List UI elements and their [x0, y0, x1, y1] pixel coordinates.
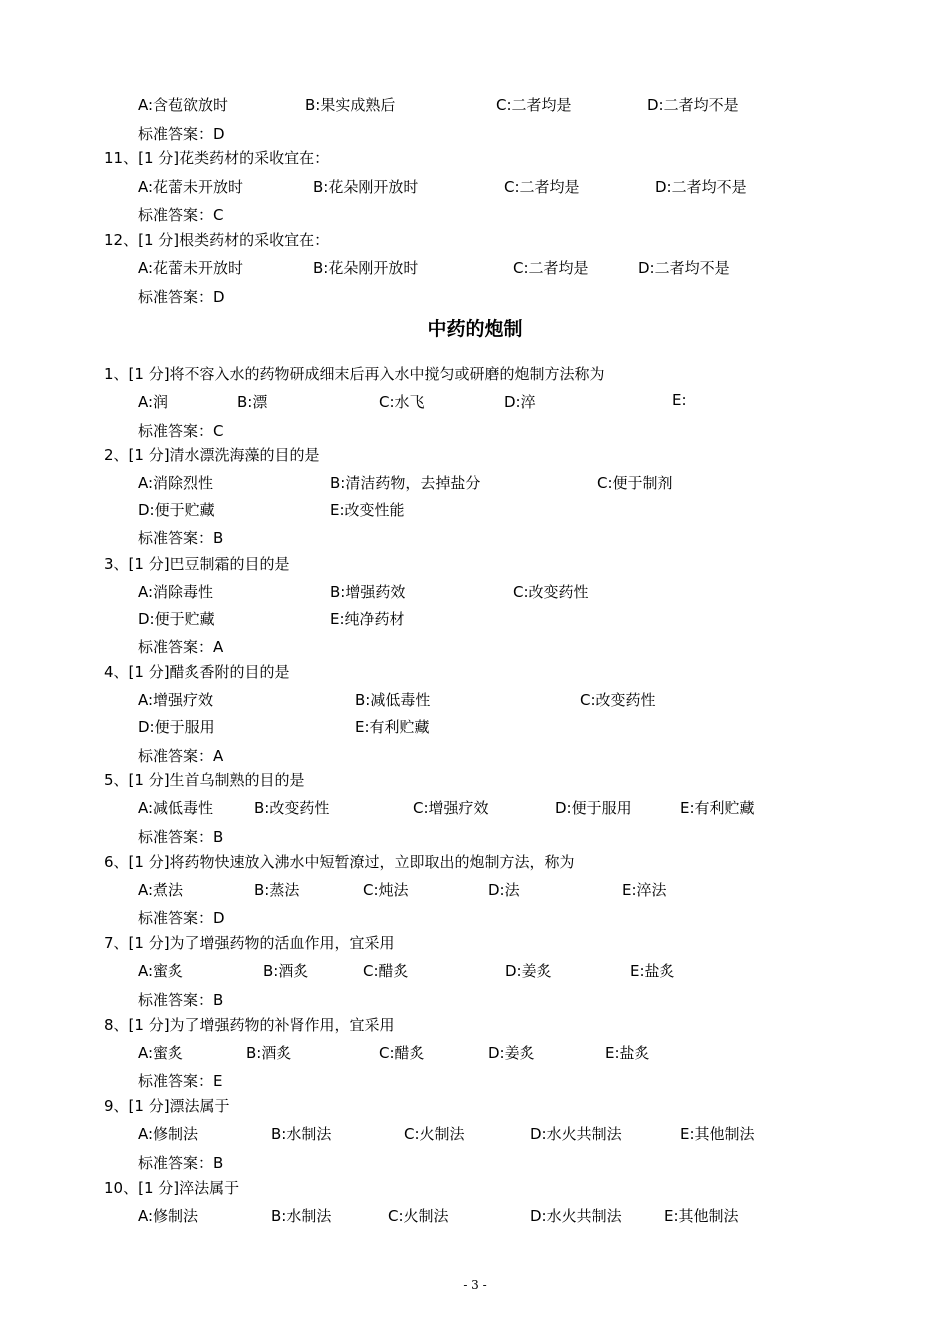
answer-line: 标准答案：E: [138, 1072, 223, 1090]
option-e: E:有利贮藏: [680, 799, 755, 817]
option-c: C:水飞: [379, 393, 425, 411]
question-text: 12、[1 分]根类药材的采收宜在：: [104, 231, 330, 249]
option-d: D:二者均不是: [647, 96, 739, 114]
option-e: E:淬法: [622, 881, 667, 899]
option-b: B:酒炙: [263, 962, 309, 980]
option-e: E:: [672, 391, 687, 409]
answer-line: 标准答案：B: [138, 828, 224, 846]
option-e: E:其他制法: [680, 1125, 755, 1143]
option-a: A:花蕾未开放时: [138, 259, 244, 277]
question-text: 3、[1 分]巴豆制霜的目的是: [104, 555, 290, 573]
answer-line: 标准答案：D: [138, 909, 225, 927]
option-c: C:二者均是: [504, 178, 580, 196]
option-b: B:果实成熟后: [305, 96, 396, 114]
option-d: D:二者均不是: [638, 259, 730, 277]
answer-line: 标准答案：B: [138, 529, 224, 547]
option-e: E:改变性能: [330, 501, 405, 519]
option-d: D:水火共制法: [530, 1207, 622, 1225]
answer-line: 标准答案：C: [138, 422, 224, 440]
option-b: B:漂: [237, 393, 268, 411]
option-c: C:火制法: [388, 1207, 449, 1225]
option-a: A:修制法: [138, 1207, 199, 1225]
answer-line: 标准答案：A: [138, 747, 224, 765]
option-c: C:醋炙: [379, 1044, 425, 1062]
question-text: 2、[1 分]清水漂洗海藻的目的是: [104, 446, 320, 464]
option-c: C:改变药性: [580, 691, 656, 709]
option-a: A:煮法: [138, 881, 184, 899]
option-a: A:蜜炙: [138, 962, 184, 980]
option-a: A:蜜炙: [138, 1044, 184, 1062]
question-text: 1、[1 分]将不容入水的药物研成细末后再入水中搅匀或研磨的炮制方法称为: [104, 365, 605, 383]
question-text: 10、[1 分]淬法属于: [104, 1179, 240, 1197]
option-d: D:二者均不是: [655, 178, 747, 196]
option-d: D:便于贮藏: [138, 501, 215, 519]
option-e: E:纯净药材: [330, 610, 405, 628]
question-text: 6、[1 分]将药物快速放入沸水中短暂潦过，立即取出的炮制方法，称为: [104, 853, 575, 871]
option-c: C:醋炙: [363, 962, 409, 980]
option-a: A:增强疗效: [138, 691, 214, 709]
option-e: E:有利贮藏: [355, 718, 430, 736]
option-c: C:增强疗效: [413, 799, 489, 817]
page-number: - 3 -: [463, 1278, 487, 1292]
option-c: C:火制法: [404, 1125, 465, 1143]
section-title: 中药的炮制: [427, 318, 523, 340]
option-b: B:水制法: [271, 1125, 332, 1143]
option-a: A:消除毒性: [138, 583, 214, 601]
option-d: D:水火共制法: [530, 1125, 622, 1143]
option-a: A:减低毒性: [138, 799, 214, 817]
option-d: D:姜炙: [505, 962, 552, 980]
option-c: C:炖法: [363, 881, 409, 899]
option-d: D:姜炙: [488, 1044, 535, 1062]
option-b: B:蒸法: [254, 881, 300, 899]
option-c: C:二者均是: [496, 96, 572, 114]
option-b: B:清洁药物，去掉盐分: [330, 474, 481, 492]
option-e: E:其他制法: [664, 1207, 739, 1225]
option-e: E:盐炙: [630, 962, 675, 980]
answer-line: 标准答案：B: [138, 991, 224, 1009]
option-d: D:便于贮藏: [138, 610, 215, 628]
question-text: 11、[1 分]花类药材的采收宜在：: [104, 149, 330, 167]
option-c: C:便于制剂: [597, 474, 673, 492]
question-text: 9、[1 分]漂法属于: [104, 1097, 230, 1115]
option-d: D:法: [488, 881, 520, 899]
question-text: 5、[1 分]生首乌制熟的目的是: [104, 771, 305, 789]
option-c: C:改变药性: [513, 583, 589, 601]
question-text: 8、[1 分]为了增强药物的补肾作用，宜采用: [104, 1016, 395, 1034]
option-a: A:消除烈性: [138, 474, 214, 492]
option-a: A:含苞欲放时: [138, 96, 229, 114]
option-a: A:花蕾未开放时: [138, 178, 244, 196]
option-d: D:便于服用: [138, 718, 215, 736]
answer-line: 标准答案：D: [138, 288, 225, 306]
option-d: D:淬: [504, 393, 536, 411]
option-d: D:便于服用: [555, 799, 632, 817]
option-a: A:修制法: [138, 1125, 199, 1143]
option-b: B:增强药效: [330, 583, 406, 601]
option-b: B:改变药性: [254, 799, 330, 817]
answer-line: 标准答案：C: [138, 206, 224, 224]
option-b: B:花朵刚开放时: [313, 259, 419, 277]
answer-line: 标准答案：A: [138, 638, 224, 656]
option-e: E:盐炙: [605, 1044, 650, 1062]
answer-line: 标准答案：D: [138, 125, 225, 143]
option-b: B:水制法: [271, 1207, 332, 1225]
option-b: B:花朵刚开放时: [313, 178, 419, 196]
answer-line: 标准答案：B: [138, 1154, 224, 1172]
question-text: 7、[1 分]为了增强药物的活血作用，宜采用: [104, 934, 395, 952]
option-b: B:酒炙: [246, 1044, 292, 1062]
option-a: A:润: [138, 393, 169, 411]
question-text: 4、[1 分]醋炙香附的目的是: [104, 663, 290, 681]
option-b: B:减低毒性: [355, 691, 431, 709]
option-c: C:二者均是: [513, 259, 589, 277]
